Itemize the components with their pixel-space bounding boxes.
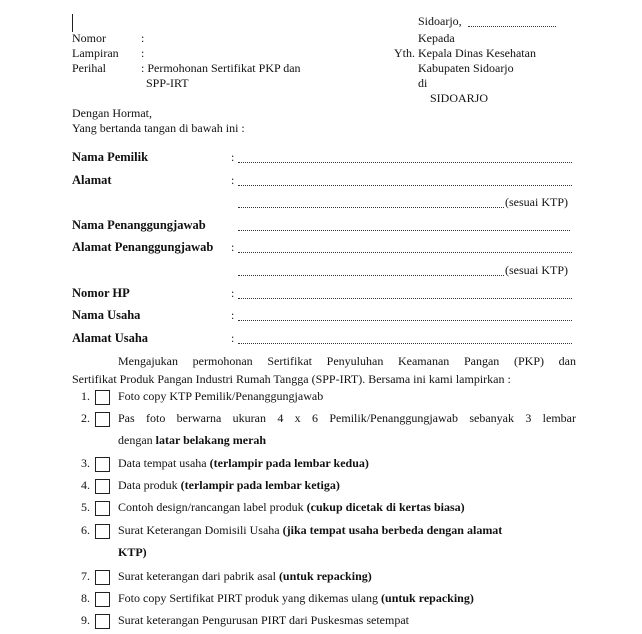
item-number: 3.	[81, 456, 90, 470]
sesuai-ktp-note: (sesuai KTP)	[505, 195, 568, 209]
colon: :	[231, 308, 235, 322]
greeting: Dengan Hormat,	[72, 106, 152, 120]
city: SIDOARJO	[430, 91, 489, 105]
item-number: 5.	[81, 500, 90, 514]
item-text: Data tempat usaha (terlampir pada lembar kedua)	[118, 456, 369, 470]
item-checkbox[interactable]	[95, 592, 110, 607]
colon: :	[231, 240, 235, 254]
nomor-colon: :	[141, 31, 145, 45]
item-text: Contoh design/rancangan label produk (cukup dicetak di kertas biasa)	[118, 500, 465, 514]
yth-label: Yth.	[394, 46, 415, 60]
alamat-usaha-label: Alamat Usaha	[72, 331, 149, 345]
item-checkbox[interactable]	[95, 524, 110, 539]
nama-usaha-field[interactable]	[238, 320, 572, 321]
nomor-hp-label: Nomor HP	[72, 286, 130, 300]
colon: :	[231, 173, 235, 187]
alamat-usaha-field[interactable]	[238, 343, 572, 344]
alamat-label: Alamat	[72, 173, 112, 187]
alamat-pj-label: Alamat Penanggungjawab	[72, 240, 214, 254]
item-text-continued: KTP)	[118, 545, 147, 559]
place-date: Sidoarjo,	[418, 14, 462, 28]
item-text: Foto copy Sertifikat PIRT produk yang dikemas ulang (untuk repacking)	[118, 591, 474, 605]
nama-pemilik-field[interactable]	[238, 162, 572, 163]
item-number: 9.	[81, 613, 90, 627]
item-text: Surat Keterangan Domisili Usaha (jika tempat usaha berbeda dengan alamat	[118, 523, 503, 537]
item-checkbox[interactable]	[95, 570, 110, 585]
di-label: di	[418, 76, 428, 90]
colon: :	[231, 286, 235, 300]
item-text: Pas foto berwarna ukuran 4 x 6 Pemilik/Penanggungjawab sebanyak 3 lembar	[118, 411, 576, 425]
item-checkbox[interactable]	[95, 479, 110, 494]
item-number: 6.	[81, 523, 90, 537]
nama-pj-field[interactable]	[238, 230, 570, 231]
item-number: 4.	[81, 478, 90, 492]
alamat-pj-field[interactable]	[238, 252, 572, 253]
date-dotted-line	[468, 26, 556, 27]
perihal-line2: SPP-IRT	[146, 76, 189, 90]
item-checkbox[interactable]	[95, 457, 110, 472]
nomor-label: Nomor	[72, 31, 106, 45]
request-paragraph-line2: Sertifikat Produk Pangan Industri Rumah Tangga (SPP-IRT). Bersama ini kami lampirkan :	[72, 372, 511, 386]
alamat-pj-field-line2[interactable]	[238, 275, 504, 276]
to-label: Kepada	[418, 31, 455, 45]
nama-usaha-label: Nama Usaha	[72, 308, 141, 322]
perihal-line1: : Permohonan Sertifikat PKP dan	[141, 61, 301, 75]
item-checkbox[interactable]	[95, 412, 110, 427]
item-checkbox[interactable]	[95, 614, 110, 629]
nama-pemilik-label: Nama Pemilik	[72, 150, 149, 164]
item-text-continued: dengan latar belakang merah	[118, 433, 267, 447]
nomor-hp-field[interactable]	[238, 298, 572, 299]
alamat-field[interactable]	[238, 185, 572, 186]
item-number: 8.	[81, 591, 90, 605]
request-paragraph-line1: Mengajukan permohonan Sertifikat Penyuluhan Keamanan Pangan (PKP) dan	[118, 354, 576, 368]
item-text: Data produk (terlampir pada lembar ketiga)	[118, 478, 340, 492]
colon: :	[231, 150, 235, 164]
item-checkbox[interactable]	[95, 390, 110, 405]
recipient: Kepala Dinas Kesehatan	[418, 46, 536, 60]
alamat-field-line2[interactable]	[238, 207, 504, 208]
sesuai-ktp-note: (sesuai KTP)	[505, 263, 568, 277]
text-cursor	[72, 14, 73, 32]
item-text: Surat keterangan Pengurusan PIRT dari Puskesmas setempat	[118, 613, 409, 627]
colon: :	[231, 331, 235, 345]
lampiran-colon: :	[141, 46, 145, 60]
item-text: Surat keterangan dari pabrik asal (untuk repacking)	[118, 569, 372, 583]
intro-line: Yang bertanda tangan di bawah ini :	[72, 121, 245, 135]
item-text: Foto copy KTP Pemilik/Penanggungjawab	[118, 389, 324, 403]
lampiran-label: Lampiran	[72, 46, 119, 60]
recipient-region: Kabupaten Sidoarjo	[418, 61, 514, 75]
nama-pj-label: Nama Penanggungjawab	[72, 218, 206, 232]
item-number: 2.	[81, 411, 90, 425]
item-checkbox[interactable]	[95, 501, 110, 516]
perihal-label: Perihal	[72, 61, 106, 75]
item-number: 7.	[81, 569, 90, 583]
item-number: 1.	[81, 389, 90, 403]
